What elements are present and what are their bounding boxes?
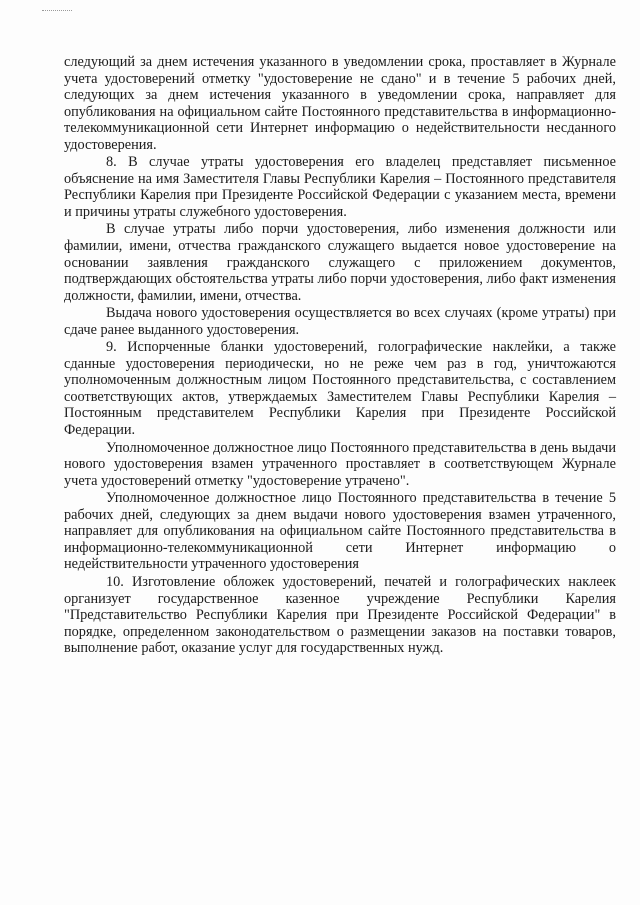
paragraph-journal-mark: Уполномоченное должностное лицо Постоянного представительства в день выдачи нового удостоверения взамен утраченного проставляет в соответствующем Журнале учета удостоверений отметку "удостоверение утрачено". [64, 439, 616, 489]
paragraph-item-8: 8. В случае утраты удостоверения его владелец представляет письменное объяснение на имя Заместителя Главы Республики Карелия – Постоянного представителя Республики Карелия при Президенте Российской Федерации с указанием места, времени и причины утраты служебного удостоверения. [64, 154, 616, 220]
paragraph-loss-or-damage: В случае утраты либо порчи удостоверения, либо изменения должности или фамилии, имени, отчества гражданского служащего выдается новое удостоверение на основании заявления гражданского служащего с приложением документов, подтверждающих обстоятельства утраты либо порчи удостоверения, либо факт изменения должности, фамилии, имени, отчества. [64, 221, 616, 304]
paragraph-continuation: следующий за днем истечения указанного в уведомлении срока, проставляет в Журнале учета удостоверений отметку "удостоверение не сдано" и в течение 5 рабочих дней, следующих за днем истечения указанного в уведомлении срока, направляет для опубликования на официальном сайте Постоянного представительства в информационно-телекоммуникационной сети Интернет информацию о недействительности несданного удостоверения. [64, 54, 616, 153]
paragraph-item-10: 10. Изготовление обложек удостоверений, печатей и голографических наклеек организует государственное казенное учреждение Республики Карелия "Представительство Республики Карелия при Президенте Российской Федерации" в порядке, определенном законодательством о размещении заказов на поставки товаров, выполнение работ, оказание услуг для государственных нужд. [64, 573, 616, 657]
paragraph-publication: Уполномоченное должностное лицо Постоянного представительства в течение 5 рабочих дней, следующих за днем выдачи нового удостоверения взамен утраченного, направляет для опубликования на официальном сайте Постоянного представительства в информационно-телекоммуникационной сети Интернет информацию о недействительности утраченного удостоверения [64, 490, 616, 573]
paragraph-item-9: 9. Испорченные бланки удостоверений, голографические наклейки, а также сданные удостоверения периодически, но не реже чем раз в год, уничтожаются уполномоченным должностным лицом Постоянного представительства, с составлением соответствующих актов, утверждаемых Заместителем Главы Республики Карелия – Постоянным представителем Республики Карелия при Президенте Российской Федерации. [64, 339, 616, 439]
scan-corner-mark [42, 10, 72, 17]
paragraph-new-issue: Выдача нового удостоверения осуществляется во всех случаях (кроме утраты) при сдаче ранее выданного удостоверения. [64, 305, 616, 338]
document-body [64, 54, 616, 657]
